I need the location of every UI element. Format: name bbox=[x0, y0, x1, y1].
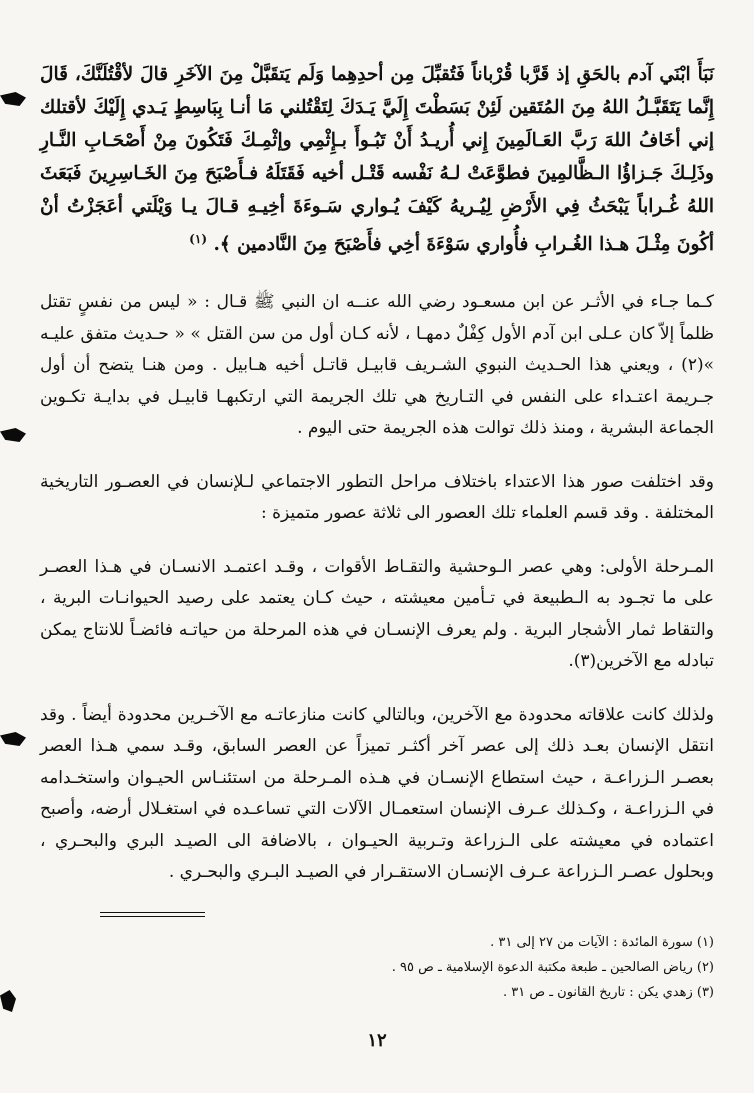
footnotes bbox=[300, 930, 714, 1005]
footnote-divider bbox=[100, 912, 205, 917]
quran-verse bbox=[40, 58, 714, 261]
paragraph-eras-intro: وقد اختلفت صور هذا الاعتداء باختلاف مراحل التطور الاجتماعي لـلإنسان في العصـور التاريخية المختلفة . وقد قسم العلماء تلك العصور الى ثلاثة عصور متميزة : bbox=[40, 471, 714, 524]
scan-artifact-mark bbox=[0, 732, 26, 746]
paragraph-first-stage: المـرحلة الأولى: وهي عصر الـوحشية والتقـاط الأقوات ، وقـد اعتمـد الانسـان في هـذا العصـر على ما تجـود به الـطبيعة في تـأمين معيشته ، حيث كـان يعتمد على رصيد الحيوانـات البرية ، والتقاط ثمار الأشجار البرية . ولم يعرف الإنسـان في هذه المرحلة من حياتـه فائضـاً للانتاج يمكن تبادله مع الآخرين(٣). bbox=[40, 556, 714, 672]
footnote-1: (١) سورة المائدة : الآيات من ٢٧ إلى ٣١ . bbox=[490, 935, 714, 950]
page-number: ١٢ bbox=[367, 1030, 387, 1051]
footnote-ref-1: (١) bbox=[189, 232, 207, 246]
paragraph-hadith: كـما جـاء في الأثـر عن ابن مسعـود رضي الله عنــه ان النبي ﷺ قـال : « ليس من نفسٍ تقتل ظلماً إلاّ كان عـلى ابن آدم الأول كِفْلٌ دمهـا ، لأنه كـان أول من سن القتل » « حـديث متفق عليـه »(٢) ، ويعني هذا الحـديث النبوي الشـريف قابيـل قاتـل أخيه هـابيل . ومن هنـا يتضح أن أول جـريمة اعتـداء على النفس في التـاريخ هي تلك الجريمة التي ارتكبهـا قابيـل في بدايـة تكـوين الجماعة البشرية ، ومنذ ذلك توالت هذه الجريمة حتى اليوم . bbox=[40, 292, 714, 439]
scan-artifact-mark bbox=[0, 92, 26, 106]
verse-text: نَبَأَ ابْنَي آدم بالحَقِ إذ قَرَّبا قُرْباناً فَتُقبِّلَ مِن أحدِهِما وَلَم يَتقَبَّلْ مِنَ الآخَرِ قالَ لأقْتُلَنَّكَ، قَالَ إِنَّما يَتَقَبَّـلُ اللهُ مِنَ المُتَقين لَئِنْ بَسَطْتَ إِلَيَّ يَـدَكَ لِتَقْتُلني مَا أنـا بِبَاسِطٍ يَـدي إِلَيْكَ لأقتلك إني أخَافُ اللهَ رَبَّ العَـالَمِينَ إِني أُريـدُ أَنْ تَبُـوأَ بـإِثْمِي وإثْمِـكَ فَتَكُونَ مِنْ أَصْحَـابِ النَّـارِ وذَلِـكَ جَـزاؤُا الـظَّالمِينَ فطوَّعَتْ لـهُ نَفْسه قَتْـل أخيه فَقَتَلَهُ فـأَصْبَحَ مِنَ الخَـاسِرِينَ فَبَعَثَ اللهُ غُـراباً يَبْحَثُ فِي الأَرْضِ لِيُـريهُ كَيْفَ يُـواري سَـوءَةَ أخِيـهِ قـالَ يـا وَيْلَتي أعَجَزْتُ أنْ أكُونَ مِثْـلَ هـذا الغُـرابِ فأُواري سَوْءَةَ أخِي فأَصْبَحَ مِنَ النَّادمين ﴾. bbox=[40, 64, 714, 256]
scan-artifact-mark bbox=[0, 990, 16, 1012]
scan-artifact-mark bbox=[0, 428, 26, 442]
footnote-3: (٣) زهدي يكن : تاريخ القانون ـ ص ٣١ . bbox=[502, 985, 714, 1000]
footnote-2: (٢) رياض الصالحين ـ طبعة مكتبة الدعوة الإسلامية ـ ص ٩٥ . bbox=[391, 960, 714, 975]
paragraph-agriculture: ولذلك كانت علاقاته محدودة مع الآخرين، وبالتالي كانت منازعاتـه مع الآخـرين محدودة أيضاً . وقد انتقل الإنسان بعـد ذلك إلى عصر آخر أكثـر تميزاً عن العصر السابق، وقـد سمي هـذا العصر بعصـر الـزراعـة ، حيث استطاع الإنسـان في هـذه المـرحلة من استئنـاس الحيـوان واستخـدامه في الـزراعـة ، وكـذلك عـرف الإنسان استعمـال الآلات التي تساعـده في استغـلال أرضه، وأصبح اعتماده في معيشته على الـزراعة وتـربية الحيـوان ، بالاضافة الى الصيـد البري والبحـري ، وبحلول عصـر الـزراعة عـرف الإنسـان الاستقـرار في الصيـد البـري والبحـري . bbox=[40, 704, 714, 883]
page-body bbox=[40, 58, 714, 911]
